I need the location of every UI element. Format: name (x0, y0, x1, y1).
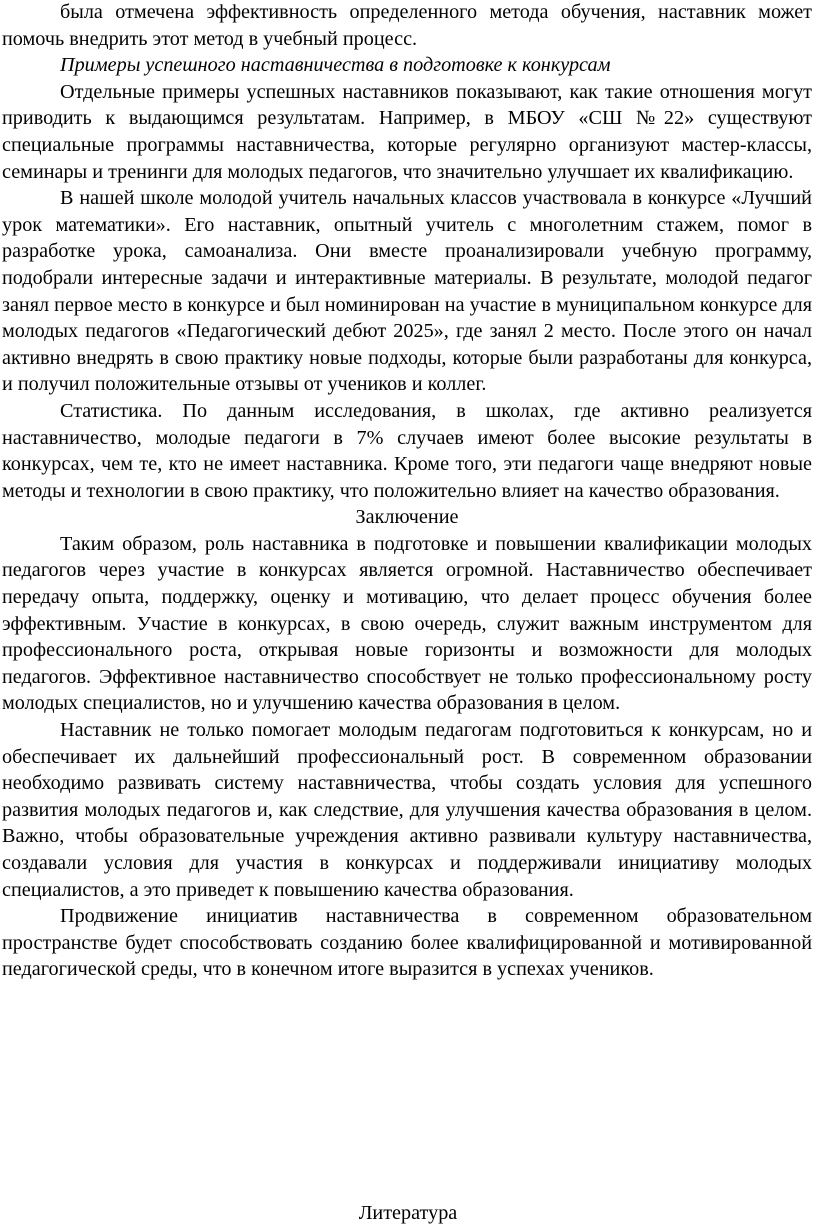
references-heading: Литература (358, 1202, 458, 1224)
paragraph-conclusion-growth: Наставник не только помогает молодым педагогам подготовиться к конкурсам, но и обеспечивает их дальнейший профессиональный рост. В современном образовании необходимо развивать систему наставничества, чтобы создать условия для успешного развития молодых педагогов и, как следствие, для улучшения качества образования в целом. Важно, чтобы образовательные учреждения активно развивали культуру наставничества, создавали условия для участия в конкурсах и поддерживали инициативу молодых специалистов, а это приведет к повышению качества образования. (2, 719, 812, 901)
section-subheading: Примеры успешного наставничества в подготовке к конкурсам (60, 54, 611, 77)
paragraph-statistics: Статистика. По данным исследования, в школах, где активно реализуется наставничество, молодые педагоги в 7% случаев имеют более высокие результаты в конкурсах, чем те, кто не имеет наставника. Кроме того, эти педагоги чаще внедряют новые методы и технологии в свою практику, что положительно влияет на качество образования. (2, 399, 812, 502)
paragraph-conclusion-initiatives: Продвижение инициатив наставничества в современном образовательном пространстве будет способствовать созданию более квалифицированной и мотивированной педагогической среды, что в конечном итоге выразится в успехах учеников. (2, 905, 812, 981)
document-body (2, 0, 812, 983)
paragraph-conclusion-role: Таким образом, роль наставника в подготовке и повышении квалификации молодых педагогов через участие в конкурсах является огромной. Наставничество обеспечивает передачу опыта, поддержку, оценку и мотивацию, что делает процесс обучения более эффективным. Участие в конкурсах, в свою очередь, служит важным инструментом для профессионального роста, открывая новые горизонты и возможности для молодых педагогов. Эффективное наставничество способствует не только профессиональному росту молодых специалистов, но и улучшению качества образования в целом. (2, 532, 812, 715)
paragraph-school-example: В нашей школе молодой учитель начальных классов участвовала в конкурсе «Лучший урок математики». Его наставник, опытный учитель с многолетним стажем, помог в разработке урока, самоанализа. Они вместе проанализировали учебную программу, подобрали интересные задачи и интерактивные материалы. В результате, молодой педагог занял первое место в конкурсе и был номинирован на участие в муниципальном конкурсе для молодых педагогов «Педагогический дебют 2025», где занял 2 место. После этого он начал активно внедрять в свою практику новые подходы, которые были разработаны для конкурса, и получил положительные отзывы от учеников и коллег. (2, 187, 812, 396)
intro-paragraph: была отмечена эффективность определенного метода обучения, наставник может помочь внедрить этот метод в учебный процесс. (2, 1, 812, 50)
conclusion-heading: Заключение (355, 506, 459, 529)
paragraph-mentors-examples: Отдельные примеры успешных наставников показывают, как такие отношения могут приводить к выдающимся результатам. Например, в МБОУ «СШ №22» существуют специальные программы наставничества, которые регулярно организуют мастер-классы, семинары и тренинги для молодых педагогов, что значительно улучшает их квалификацию. (2, 80, 812, 183)
